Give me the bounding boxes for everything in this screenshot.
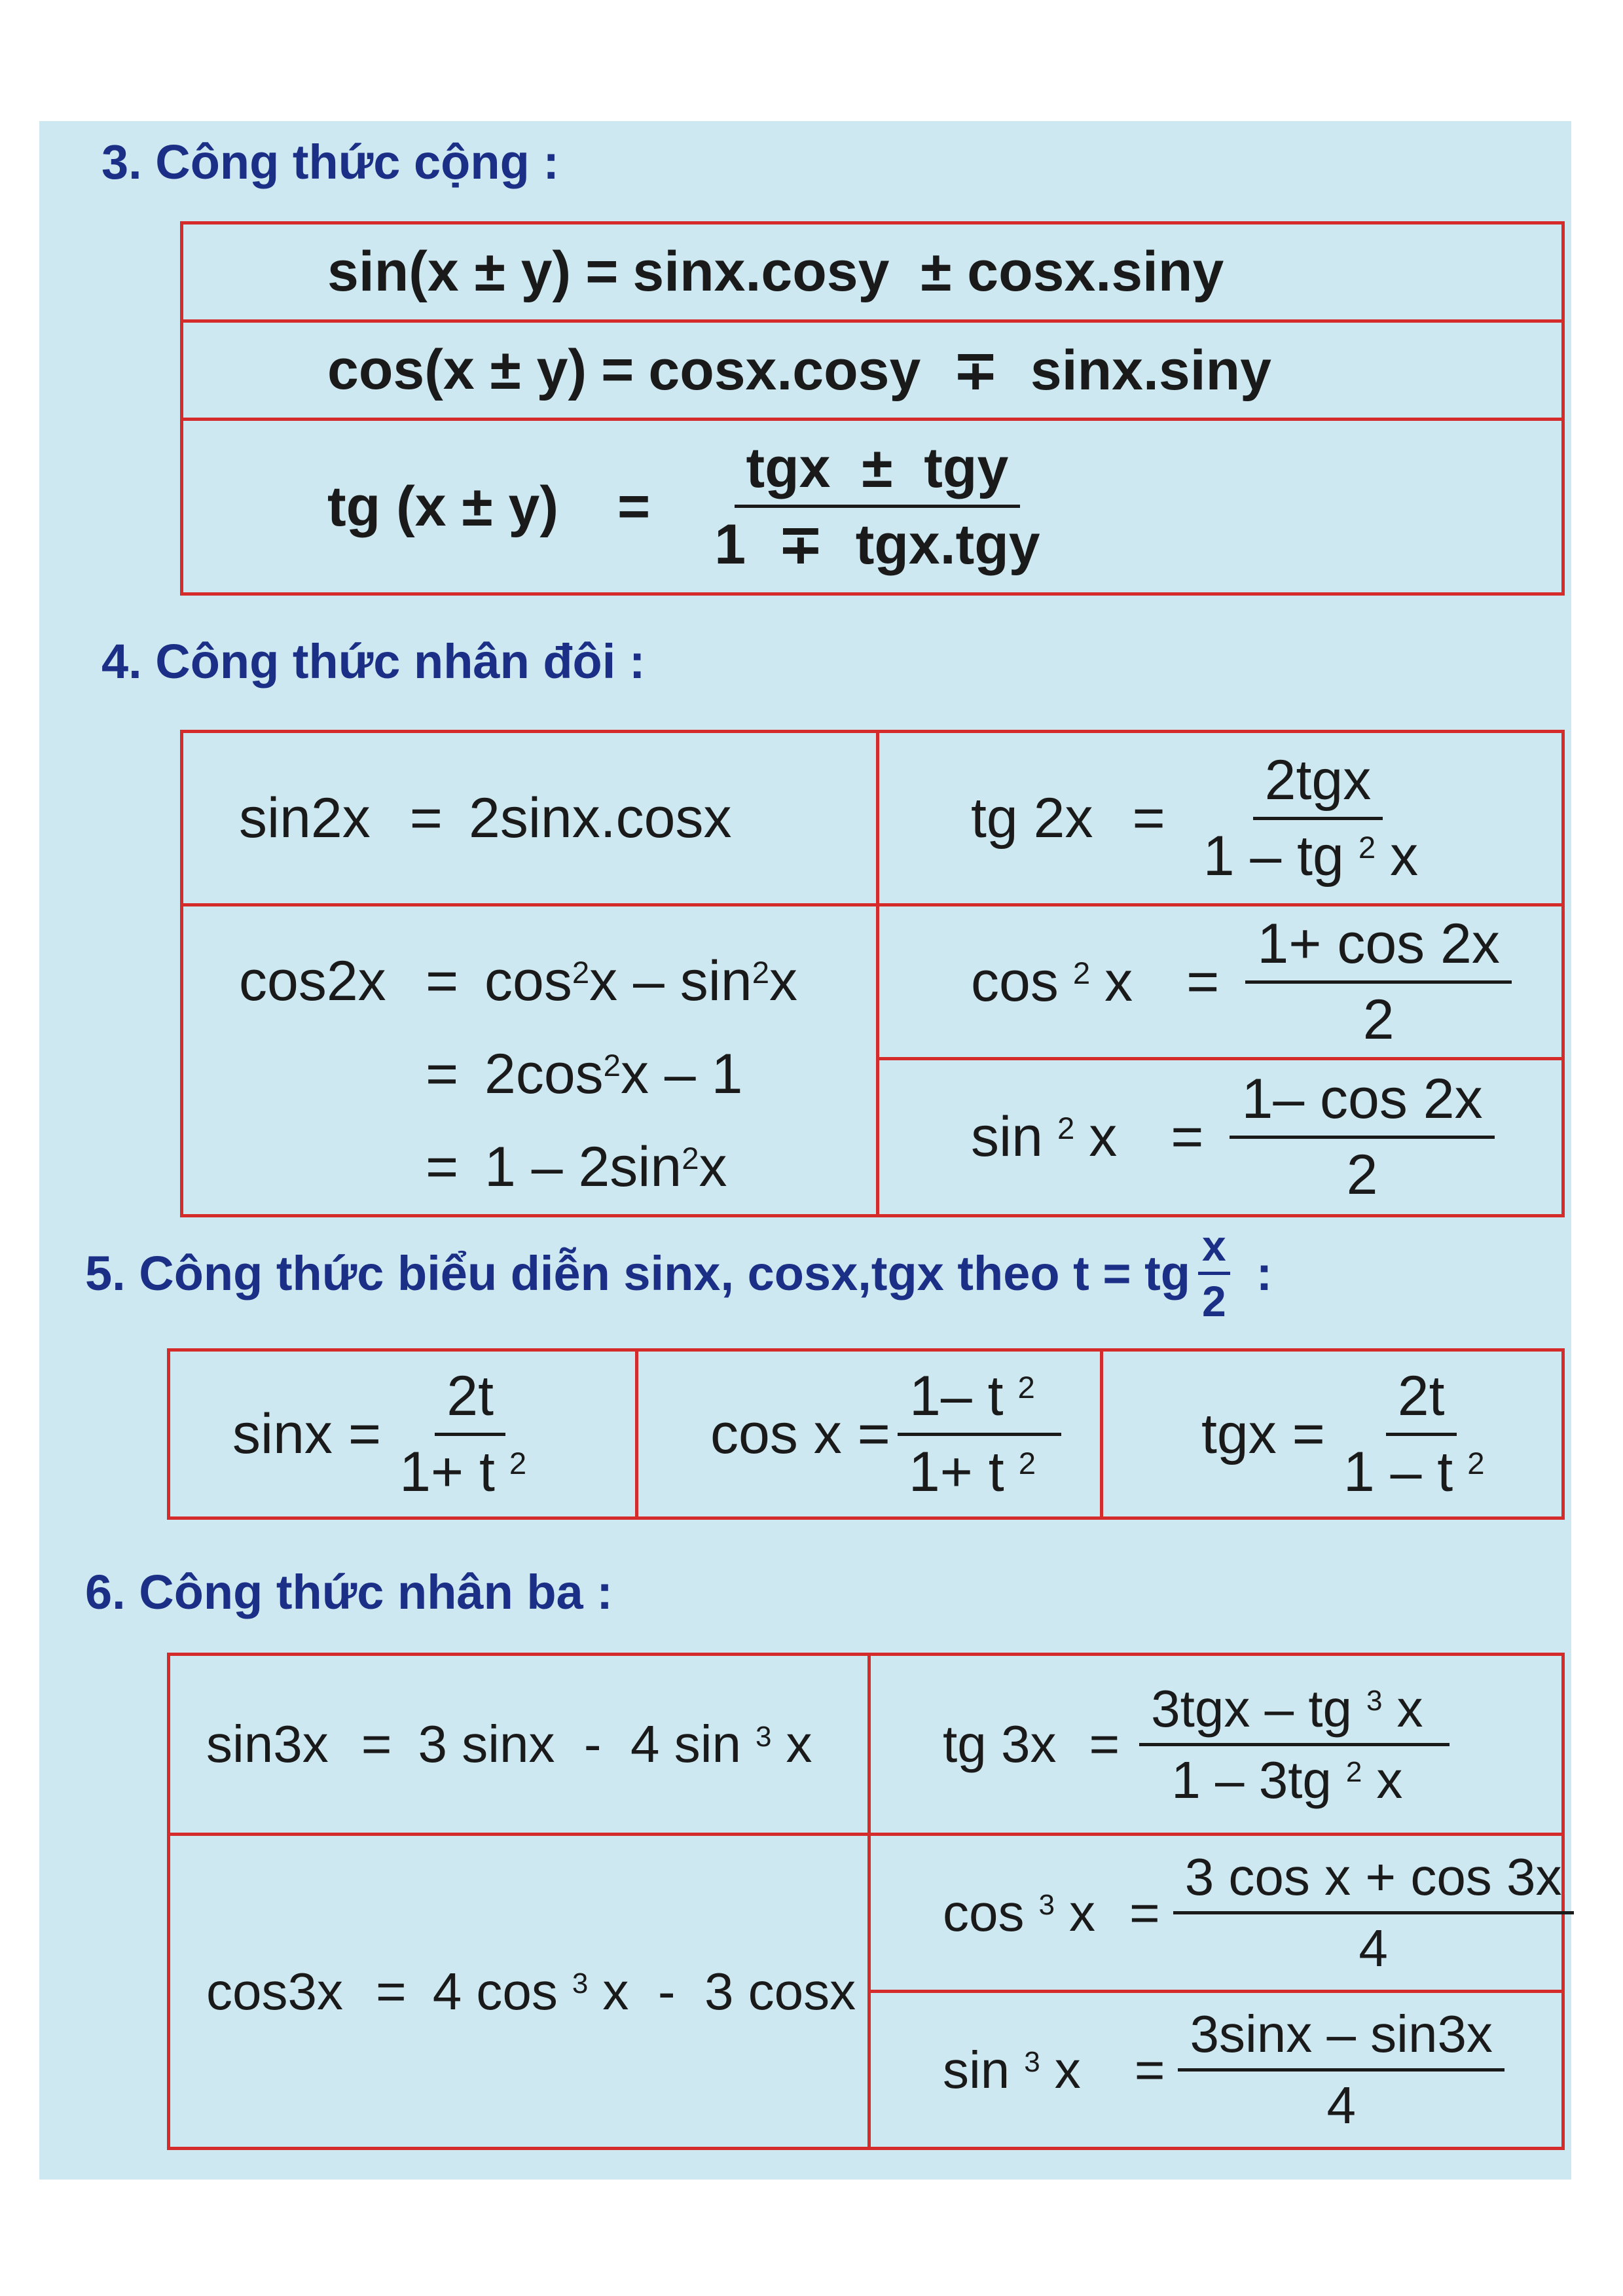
sinx-t-cell xyxy=(170,1352,638,1516)
cos-cubed-cell xyxy=(871,1836,1561,1993)
cosx-t-formula: cos x = $\frac{1- t ^2}{1+ t ^2}$ xyxy=(710,1352,1062,1516)
tg2x-fraction: $\frac{\text{2tgx}}{1 - tg ^2 x}$ xyxy=(1203,748,1419,888)
sin-cubed-cell xyxy=(871,1993,1561,2147)
cos3x-cell xyxy=(170,1836,871,2147)
cos-sum-formula: cos(x ± y) = cosx.cosy ∓ sinx.siny xyxy=(327,338,1271,402)
heading-fraction: $\frac{x}{2}$ xyxy=(1198,1221,1230,1326)
section-6-heading: 6. Công thức nhân ba : xyxy=(85,1565,613,1619)
sin-squared-formula: sin $^2$ x = $\frac{1- \cos 2x}{2}$ xyxy=(971,1060,1495,1214)
sin-cubed-formula: sin $^3$ x = $\frac{3\sin x - \sin 3x}{4}$ xyxy=(943,1993,1504,2147)
cos-cubed-formula: cos $^3$ x = $\frac{\text{3 cos x + cos 3x}}{4}$ xyxy=(943,1836,1574,1990)
sin-cubed-fraction: $\frac{3\sin x - \sin 3x}{4}$ xyxy=(1178,2004,1504,2136)
tg-sum-row xyxy=(183,421,1561,592)
tgx-t-formula: tgx = $\frac{2t}{1 - t ^2}$ xyxy=(1201,1352,1511,1516)
sin-sum-row xyxy=(183,224,1561,323)
tg3x-cell xyxy=(871,1656,1561,1836)
tg2x-cell xyxy=(879,733,1561,906)
cosx-t-cell xyxy=(638,1352,1103,1516)
sin-sum-formula: sin(x ± y) = sinx.cosy ± cosx.siny xyxy=(327,240,1224,303)
section-4-heading: 4. Công thức nhân đôi : xyxy=(101,634,646,689)
cos2x-cell xyxy=(183,906,879,1214)
cos-sum-row xyxy=(183,323,1561,421)
sinx-t-fraction: $\frac{2t}{1+ t ^2}$ xyxy=(399,1364,527,1503)
tg-sum-formula: tg (x ± y) = $\frac{\text{tgx ± tgy}}{\text{1 ∓ tgx.tgy}}$ xyxy=(327,421,1052,592)
cos-squared-formula: cos $^2$ x = $\frac{1+ \cos 2x}{2}$ xyxy=(971,906,1512,1057)
cosx-t-fraction: $\frac{1- t ^2}{1+ t ^2}$ xyxy=(897,1364,1062,1505)
tg-sum-fraction: $\frac{\text{tgx ± tgy}}{\text{1 ∓ tgx.tgy}}$ xyxy=(714,437,1040,576)
tgx-t-fraction: $\frac{2t}{1 - t ^2}$ xyxy=(1343,1364,1485,1503)
double-angle-table xyxy=(180,730,1565,1217)
section-5-heading: 5. Công thức biểu diễn sinx, cosx,tgx theo t = tg $\frac{x}{2}$ : xyxy=(85,1221,1273,1325)
sin2x-formula: sin2x = 2sinx.cosx xyxy=(239,786,732,850)
sinx-t-formula: sinx = $\frac{2t}{1+ t ^2}$ xyxy=(232,1352,553,1516)
tgx-t-cell xyxy=(1103,1352,1561,1516)
cos-squared-fraction: $\frac{1+ \cos 2x}{2}$ xyxy=(1245,912,1512,1052)
cos-squared-cell xyxy=(879,906,1561,1060)
sin3x-formula: sin3x = 3 sinx - 4 sin $^3$ x xyxy=(206,1715,812,1773)
sin3x-cell xyxy=(170,1656,871,1836)
sin-squared-fraction: $\frac{1- \cos 2x}{2}$ xyxy=(1230,1067,1494,1208)
sin-squared-cell xyxy=(879,1060,1561,1214)
addition-formulas-table xyxy=(180,221,1565,596)
sin2x-cell xyxy=(183,733,879,906)
cos-cubed-fraction: $\frac{\text{3 cos x + cos 3x}}{4}$ xyxy=(1173,1847,1574,1979)
section-3-heading: 3. Công thức cộng : xyxy=(101,135,559,189)
tg2x-formula: tg 2x = $\frac{\text{2tgx}}{1 - tg ^2 x}$ xyxy=(971,733,1444,903)
tg3x-fraction: $\frac{3tgx - tg ^3 x}{1 - 3tg ^2 x}$ xyxy=(1139,1679,1449,1810)
cos3x-formula: cos3x = 4 cos $^3$ x - 3 cosx xyxy=(206,1962,856,2020)
half-angle-substitution-table xyxy=(167,1348,1565,1520)
triple-angle-table xyxy=(167,1653,1565,2150)
tg3x-formula: tg 3x = $\frac{3tgx - tg ^3 x}{1 - 3tg ^2 x}$ xyxy=(943,1656,1450,1833)
cos2x-formula: $\cos 2x = \cos^2x - \sin^2x$ = $2\cos^2x - 1$ = $1 - 2\sin^2x$ xyxy=(239,950,798,1198)
